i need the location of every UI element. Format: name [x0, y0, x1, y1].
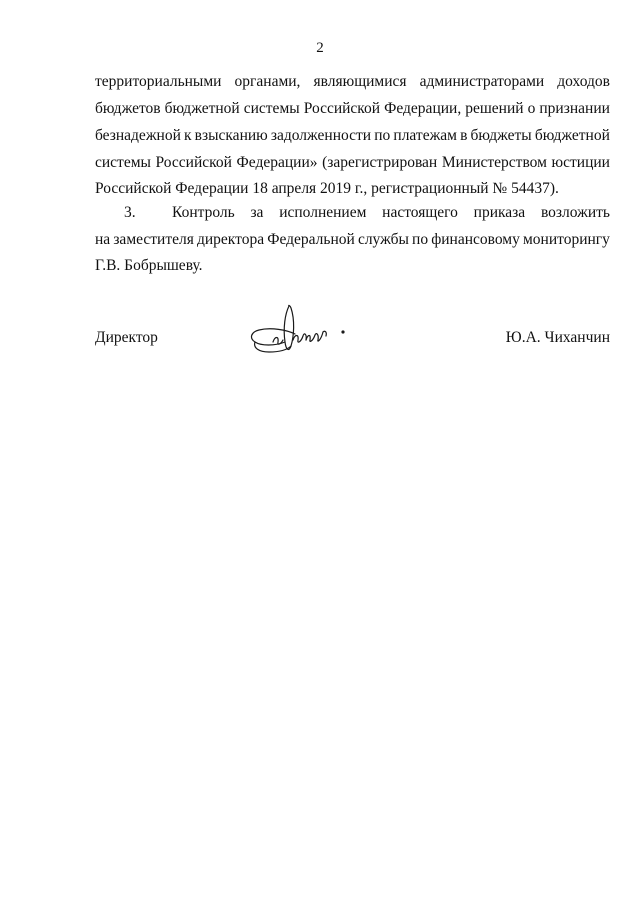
word: системы — [95, 154, 151, 171]
word: администраторами — [419, 73, 545, 90]
word: в — [460, 127, 468, 144]
word: службы — [357, 231, 409, 248]
word: органами, — [234, 73, 301, 90]
handwritten-signature — [245, 302, 365, 362]
word: по — [412, 231, 429, 248]
word: Федерации» — [236, 154, 318, 171]
word: приказа — [473, 204, 526, 221]
word: бюджетной — [164, 100, 240, 117]
word: Российской — [303, 100, 381, 117]
word: Российской — [155, 154, 232, 171]
signatory-title: Директор — [95, 329, 158, 346]
word: территориальными — [95, 73, 222, 90]
word: решений — [465, 100, 524, 117]
paragraph-2-line-2 — [95, 99, 610, 119]
word: по — [374, 127, 391, 144]
paragraph-3-line-2 — [95, 230, 610, 250]
word: безнадежной — [95, 127, 181, 144]
paragraph-2-line-5: Российской Федерации 18 апреля 2019 г., регистрационный № 54437). — [95, 180, 559, 197]
word: Федеральной — [267, 231, 355, 248]
word: Федерации, — [384, 100, 462, 117]
signature-block — [95, 328, 610, 368]
paragraph-3-line-3: Г.В. Бобрышеву. — [95, 257, 203, 274]
word: бюджетов — [95, 100, 161, 117]
word: являющимися — [313, 73, 407, 90]
word: (зарегистрирован — [322, 154, 438, 171]
paragraph-3-line-1 — [172, 203, 610, 223]
word: платежам — [393, 127, 457, 144]
word: бюджеты — [470, 127, 532, 144]
word: возложить — [540, 204, 610, 221]
word: о — [527, 100, 536, 117]
word: исполнением — [279, 204, 367, 221]
page-number: 2 — [316, 40, 324, 56]
word: задолженности — [270, 127, 372, 144]
word: признании — [539, 100, 610, 117]
word: на — [95, 231, 111, 248]
word: бюджетной — [534, 127, 610, 144]
signatory-name: Ю.А. Чиханчин — [505, 329, 610, 346]
word: заместителя — [113, 231, 194, 248]
word: финансовому — [431, 231, 520, 248]
paragraph-2-line-3 — [95, 126, 610, 146]
word: за — [250, 204, 264, 221]
paragraph-2-line-4 — [95, 153, 610, 173]
word: юстиции — [551, 154, 610, 171]
paragraph-3-number: 3. — [124, 204, 136, 221]
paragraph-2-line-1 — [95, 72, 610, 92]
word: настоящего — [382, 204, 458, 221]
word: директора — [196, 231, 265, 248]
word: мониторингу — [523, 231, 610, 248]
word: системы — [243, 100, 300, 117]
word: к — [184, 127, 192, 144]
word: взысканию — [194, 127, 268, 144]
word: доходов — [557, 73, 610, 90]
word: Министерством — [441, 154, 547, 171]
word: Контроль — [172, 204, 235, 221]
